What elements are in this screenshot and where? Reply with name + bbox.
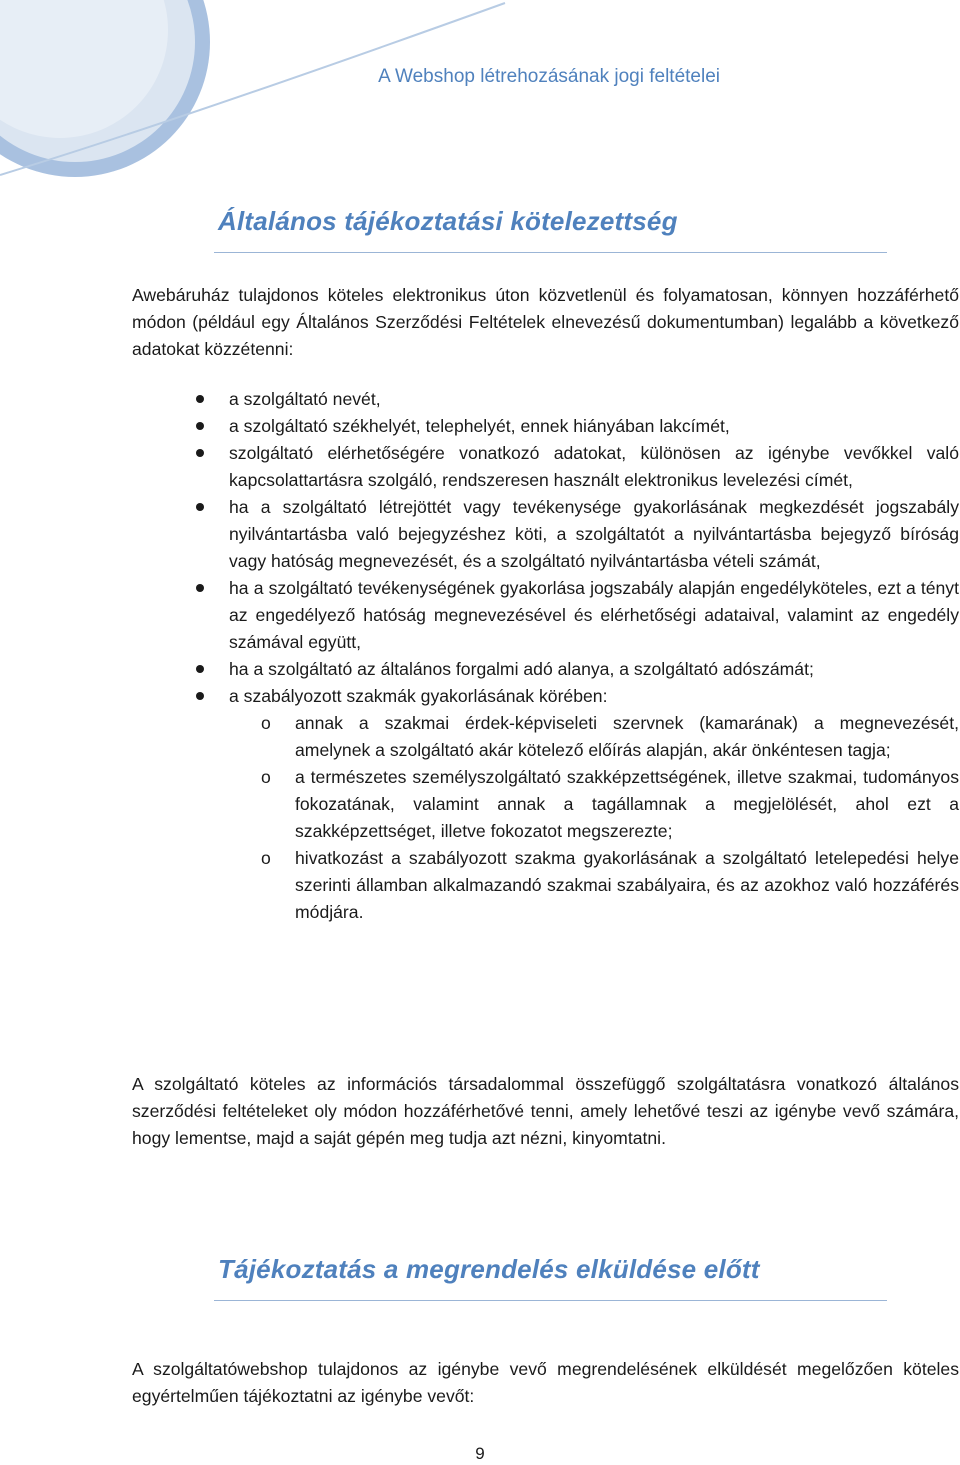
bullet-icon: [196, 395, 204, 403]
bullet-icon: [196, 584, 204, 592]
hollow-bullet-icon: o: [261, 713, 271, 733]
section-title-general-information: Általános tájékoztatási kötelezettség: [218, 206, 678, 236]
bullet-icon: [196, 665, 204, 673]
list-item: ha a szolgáltató az általános forgalmi adó alanya, a szolgáltató adószámát;: [132, 656, 959, 683]
regulated-professions-sublist: [229, 710, 959, 926]
list-item: a szabályozott szakmák gyakorlásának körében: o annak a szakmai érdek-képviseleti szervnek (kamarának) a megnevezését, amelynek a szolgáltató akár kötelező előírás alapján, akár önkéntesen tagja; o a természetes személyszolgáltató szakképzettségének, illetve szakmai, tudományos fokozatának, valamint annak a tagállamnak a megjelölését, ahol ezt a szakképzettséget, illetve fokozatot megszerezte; o hivatkozást a szabályozott szakma gyakorlásának a szolgáltató letelepedési helye szerinti államban alkalmazandó szakmai szabályaira, és az azokhoz való hozzáférés módjára.: [132, 683, 959, 926]
list-item: a szolgáltató székhelyét, telephelyét, ennek hiányában lakcímét,: [132, 413, 959, 440]
sub-list-item: o annak a szakmai érdek-képviseleti szervnek (kamarának) a megnevezését, amelynek a szolgáltató akár kötelező előírás alapján, akár önkéntesen tagja;: [229, 710, 959, 764]
title-underline: [214, 252, 887, 253]
list-item: ha a szolgáltató létrejöttét vagy tevékenysége gyakorlásának megkezdését jogszabály nyilvántartásba való bejegyzéshez köti, a szolgáltatót a nyilvántartásba bejegyző bíróság vagy hatóság megnevezését, és a szolgáltató nyilvántartásba vételi számát,: [132, 494, 959, 575]
bullet-icon: [196, 422, 204, 430]
decorative-circles-graphic: [0, 0, 520, 190]
terms-access-paragraph: A szolgáltató köteles az információs társadalommal összefüggő szolgáltatásra vonatkozó általános szerződési feltételeket oly módon hozzáférhetővé tenni, amely lehetővé teszi az igénybe vevő számára, hogy lementse, majd a saját gépén meg tudja azt nézni, kinyomtatni.: [132, 1074, 959, 1148]
list-item: a szolgáltató nevét,: [132, 386, 959, 413]
list-item: szolgáltató elérhetőségére vonatkozó adatokat, különösen az igénybe vevőkkel való kapcsolattartásra szolgáló, rendszeresen használt elektronikus levelezési címét,: [132, 440, 959, 494]
bullet-icon: [196, 503, 204, 511]
bullet-icon: [196, 692, 204, 700]
bullet-icon: [196, 449, 204, 457]
hollow-bullet-icon: o: [261, 767, 271, 787]
list-item: ha a szolgáltató tevékenységének gyakorlása jogszabály alapján engedélyköteles, ezt a tényt az engedélyező hatóság megnevezésével és elérhetőségi adataival, valamint az engedély számával együtt,: [132, 575, 959, 656]
title-underline: [214, 1300, 887, 1301]
hollow-bullet-icon: o: [261, 848, 271, 868]
sub-list-item: o hivatkozást a szabályozott szakma gyakorlásának a szolgáltató letelepedési helye szerinti államban alkalmazandó szakmai szabályaira, és az azokhoz való hozzáférés módjára.: [229, 845, 959, 926]
page-number: 9: [475, 1444, 485, 1463]
pre-order-paragraph: A szolgáltatówebshop tulajdonos az igénybe vevő megrendelésének elküldését megelőzően köteles egyértelműen tájékoztatni az igénybe vevőt:: [132, 1359, 959, 1406]
sub-list-item: o a természetes személyszolgáltató szakképzettségének, illetve szakmai, tudományos fokozatának, valamint annak a tagállamnak a megjelölését, ahol ezt a szakképzettséget, illetve fokozatot megszerezte;: [229, 764, 959, 845]
required-data-list: [132, 386, 959, 926]
intro-paragraph: Awebáruház tulajdonos köteles elektronikus úton közvetlenül és folyamatosan, könnyen hozzáférhető módon (például egy Általános Szerződési Feltételek elnevezésű dokumentumban) legalább a következő adatokat közzétenni:: [132, 285, 959, 359]
section-title-pre-order-information: Tájékoztatás a megrendelés elküldése előtt: [218, 1254, 760, 1284]
running-header: A Webshop létrehozásának jogi feltételei: [378, 66, 720, 87]
